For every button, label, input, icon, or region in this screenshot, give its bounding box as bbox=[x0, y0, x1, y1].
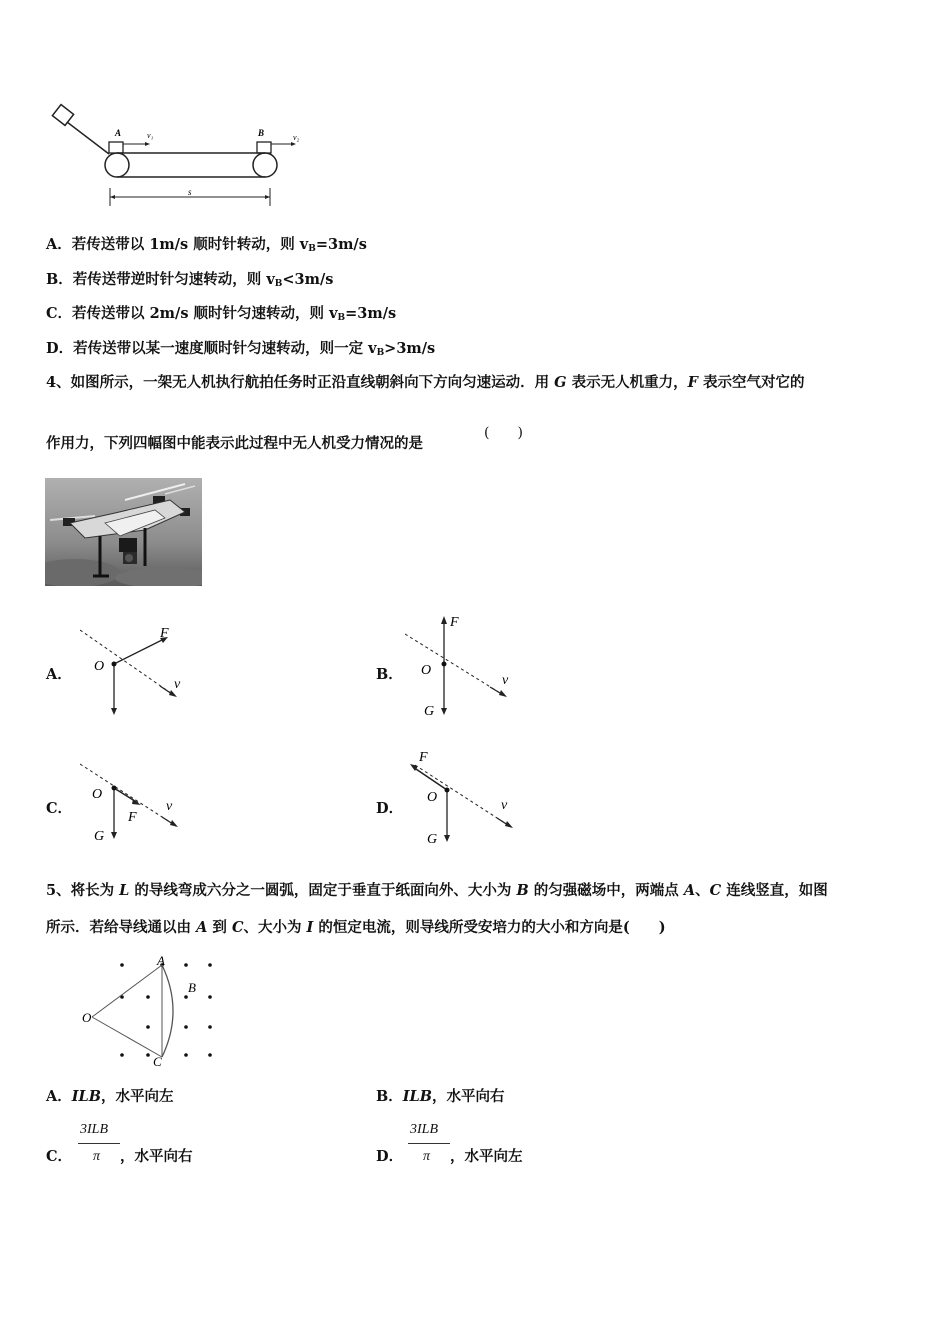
label-v: v bbox=[174, 677, 181, 692]
label-v1: v₁ bbox=[147, 131, 154, 140]
label-f: F bbox=[160, 626, 169, 641]
fraction-denominator: π bbox=[93, 1149, 101, 1164]
fraction-bar bbox=[408, 1143, 450, 1144]
label-o: O bbox=[421, 663, 432, 678]
q4-option-b-letter: B． bbox=[376, 666, 403, 683]
fraction-bar bbox=[78, 1143, 120, 1144]
q4-diagram-d bbox=[405, 745, 520, 850]
label-v: v bbox=[502, 673, 509, 688]
field-dots bbox=[120, 963, 212, 1057]
drone-photo bbox=[45, 478, 202, 586]
q4-option-c-letter: C． bbox=[46, 800, 73, 817]
q5-stem-line1: 5、将长为 L 的导线弯成六分之一圆弧，固定于垂直于纸面向外、大小为 B 的匀强磁场中，两端点 A、C 连线竖直，如图 bbox=[46, 882, 828, 899]
label-c: C bbox=[153, 1054, 162, 1069]
q4-diagram-a bbox=[80, 620, 190, 720]
q5-stem-line2: 所示．若给导线通以由 A 到 C、大小为 I 的恒定电流，则导线所受安培力的大小和方向是( ) bbox=[46, 919, 666, 936]
label-o: O bbox=[427, 790, 438, 805]
q5-option-d-text: ，水平向左 bbox=[450, 1148, 523, 1165]
label-v2: v₂ bbox=[293, 133, 300, 142]
label-o: O bbox=[94, 659, 105, 674]
q3-option-c: C．若传送带以 2m/s 顺时针匀速转动，则 $v_B=3m/s$ bbox=[46, 305, 397, 323]
label-f: F bbox=[450, 615, 459, 630]
fraction-denominator: π bbox=[423, 1149, 431, 1164]
q4-diagram-b bbox=[405, 612, 515, 722]
label-f: F bbox=[419, 750, 428, 765]
label-f: F bbox=[128, 810, 137, 825]
answer-paren: ( ) bbox=[484, 425, 523, 441]
arc-in-field-figure bbox=[80, 955, 220, 1070]
q5-option-b: B．ILB，水平向右 bbox=[376, 1088, 505, 1105]
label-g: G bbox=[94, 829, 105, 844]
q5-option-a: A．ILB，水平向左 bbox=[46, 1088, 174, 1105]
label-o: O bbox=[92, 787, 103, 802]
label-v: v bbox=[501, 798, 508, 813]
q4-option-d-letter: D． bbox=[376, 800, 404, 817]
q4-option-a-letter: A． bbox=[46, 666, 72, 683]
q3-option-a: A．若传送带以 1m/s 顺时针转动，则 $v_B=3m/s$ bbox=[46, 236, 367, 254]
q5-option-c-letter: C． bbox=[46, 1148, 73, 1165]
q4-stem-line2: 作用力，下列四幅图中能表示此过程中无人机受力情况的是 bbox=[46, 435, 423, 452]
conveyor-belt-figure bbox=[45, 100, 320, 215]
fraction-numerator: 3ILB bbox=[410, 1122, 438, 1137]
label-b: B bbox=[188, 980, 196, 995]
label-a: A bbox=[157, 955, 165, 968]
label-g: G bbox=[424, 704, 435, 719]
label-v: v bbox=[166, 799, 173, 814]
q4-diagram-c bbox=[80, 758, 190, 848]
q3-option-b: B．若传送带逆时针匀速转动，则 $v_B<3m/s$ bbox=[46, 271, 334, 289]
fraction-numerator: 3ILB bbox=[80, 1122, 108, 1137]
q5-option-d-letter: D． bbox=[376, 1148, 404, 1165]
q3-option-d: D．若传送带以某一速度顺时针匀速转动，则一定 $v_B>3m/s$ bbox=[46, 340, 436, 358]
label-g: G bbox=[427, 832, 438, 847]
label-s: s bbox=[188, 187, 192, 197]
label-b: B bbox=[258, 128, 265, 138]
q5-option-c-text: ，水平向右 bbox=[120, 1148, 193, 1165]
label-a: A bbox=[115, 128, 122, 138]
label-o: O bbox=[82, 1010, 92, 1025]
q4-stem-line1: 4、如图所示，一架无人机执行航拍任务时正沿直线朝斜向下方向匀速运动．用 G 表示无人机重力，F 表示空气对它的 bbox=[46, 374, 805, 391]
